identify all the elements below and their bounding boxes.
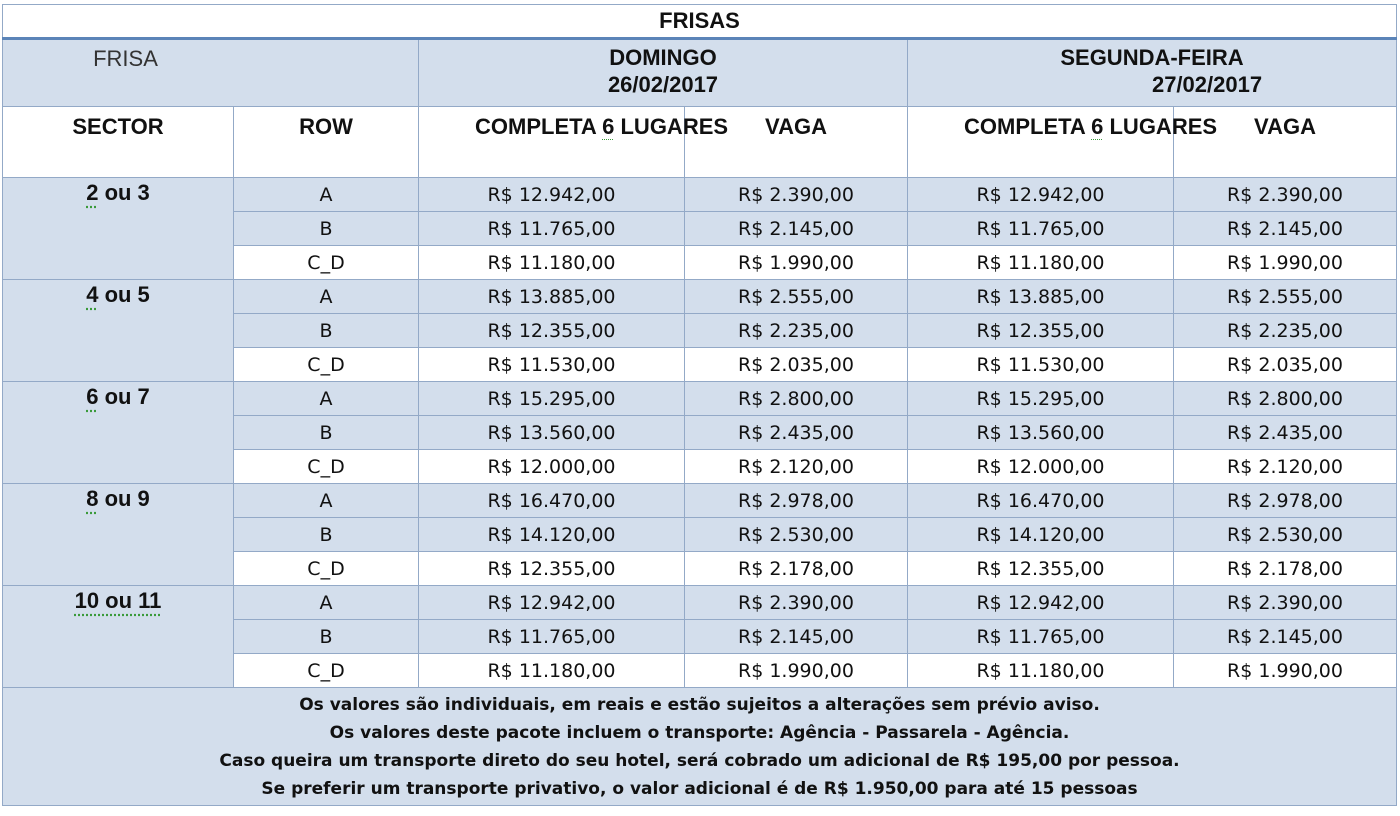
day2-completa-price: R$ 11.765,00 bbox=[908, 212, 1174, 246]
day2-completa-price: R$ 16.470,00 bbox=[908, 484, 1174, 518]
day2-completa-price: R$ 11.180,00 bbox=[908, 654, 1174, 688]
day2-completa-price: R$ 12.942,00 bbox=[908, 178, 1174, 212]
footer-note-line: Os valores deste pacote incluem o transporte: Agência - Passarela - Agência. bbox=[329, 723, 1070, 743]
sector-cell bbox=[3, 382, 234, 484]
lugares-number: 6 bbox=[602, 114, 615, 139]
day1-header bbox=[419, 39, 908, 107]
day2-completa-price: R$ 15.295,00 bbox=[908, 382, 1174, 416]
day1-vaga-price: R$ 1.990,00 bbox=[685, 246, 908, 280]
day1-vaga-price: R$ 2.390,00 bbox=[685, 586, 908, 620]
day2-completa-price: R$ 12.355,00 bbox=[908, 314, 1174, 348]
day2-vaga-price: R$ 2.390,00 bbox=[1174, 178, 1397, 212]
row-cell: B bbox=[234, 314, 419, 348]
sector-number: 8 bbox=[86, 486, 99, 511]
day2-vaga-price: R$ 2.145,00 bbox=[1174, 620, 1397, 654]
day2-completa-price: R$ 12.942,00 bbox=[908, 586, 1174, 620]
frisas-price-table bbox=[2, 4, 1397, 806]
day2-completa-price: R$ 11.765,00 bbox=[908, 620, 1174, 654]
table-row bbox=[3, 178, 1397, 212]
day1-completa-price: R$ 14.120,00 bbox=[419, 518, 685, 552]
day2-completa-price: R$ 12.355,00 bbox=[908, 552, 1174, 586]
day1-vaga-price: R$ 1.990,00 bbox=[685, 654, 908, 688]
row-cell: B bbox=[234, 212, 419, 246]
day1-completa-header bbox=[419, 107, 729, 178]
day2-completa-price: R$ 11.180,00 bbox=[908, 246, 1174, 280]
row-column-header: ROW bbox=[234, 107, 419, 178]
day1-vaga-price: R$ 2.145,00 bbox=[685, 212, 908, 246]
day1-completa-price: R$ 13.885,00 bbox=[419, 280, 685, 314]
day1-completa-price: R$ 16.470,00 bbox=[419, 484, 685, 518]
table-row bbox=[3, 280, 1397, 314]
row-cell: B bbox=[234, 620, 419, 654]
day1-vaga-price: R$ 2.978,00 bbox=[685, 484, 908, 518]
row-cell: C_D bbox=[234, 348, 419, 382]
sector-rest: ou 9 bbox=[98, 486, 150, 511]
day2-vaga-price: R$ 2.435,00 bbox=[1174, 416, 1397, 450]
lugares-label: LUGARES bbox=[614, 114, 729, 139]
footer-note-line: Se preferir um transporte privativo, o valor adicional é de R$ 1.950,00 para até 15 pessoas bbox=[261, 779, 1138, 799]
day2-vaga-price: R$ 2.555,00 bbox=[1174, 280, 1397, 314]
day2-completa-price: R$ 12.000,00 bbox=[908, 450, 1174, 484]
sector-rest: ou 3 bbox=[98, 180, 150, 205]
day1-completa-price: R$ 11.765,00 bbox=[419, 620, 685, 654]
day2-vaga-price: R$ 2.390,00 bbox=[1174, 586, 1397, 620]
day1-completa-price: R$ 11.180,00 bbox=[419, 654, 685, 688]
day2-vaga-price: R$ 2.800,00 bbox=[1174, 382, 1397, 416]
day1-date: 26/02/2017 bbox=[607, 72, 719, 97]
day2-vaga-price: R$ 2.235,00 bbox=[1174, 314, 1397, 348]
day1-completa-price: R$ 13.560,00 bbox=[419, 416, 685, 450]
day1-vaga-price: R$ 2.530,00 bbox=[685, 518, 908, 552]
lugares-label: LUGARES bbox=[1103, 114, 1218, 139]
day2-vaga-price: R$ 2.120,00 bbox=[1174, 450, 1397, 484]
day1-vaga-price: R$ 2.555,00 bbox=[685, 280, 908, 314]
day2-date: 27/02/2017 bbox=[1151, 72, 1263, 97]
day1-completa-price: R$ 12.942,00 bbox=[419, 178, 685, 212]
day1-completa-price: R$ 15.295,00 bbox=[419, 382, 685, 416]
day2-vaga-price: R$ 2.530,00 bbox=[1174, 518, 1397, 552]
row-cell: C_D bbox=[234, 654, 419, 688]
day1-completa-price: R$ 11.180,00 bbox=[419, 246, 685, 280]
table-row bbox=[3, 484, 1397, 518]
day2-vaga-price: R$ 2.178,00 bbox=[1174, 552, 1397, 586]
day1-completa-price: R$ 12.942,00 bbox=[419, 586, 685, 620]
sector-number: 6 bbox=[86, 384, 99, 409]
day1-completa-price: R$ 12.000,00 bbox=[419, 450, 685, 484]
row-cell: A bbox=[234, 178, 419, 212]
day1-vaga-price: R$ 2.035,00 bbox=[685, 348, 908, 382]
row-cell: A bbox=[234, 280, 419, 314]
footer-row bbox=[3, 688, 1397, 806]
footer-note-line: Os valores são individuais, em reais e estão sujeitos a alterações sem prévio aviso. bbox=[299, 695, 1100, 715]
day2-vaga-price: R$ 1.990,00 bbox=[1174, 654, 1397, 688]
row-cell: A bbox=[234, 382, 419, 416]
completa-label: COMPLETA bbox=[964, 114, 1085, 139]
table-title: FRISAS bbox=[3, 5, 1397, 39]
day2-vaga-price: R$ 2.035,00 bbox=[1174, 348, 1397, 382]
day1-completa-price: R$ 12.355,00 bbox=[419, 314, 685, 348]
row-cell: A bbox=[234, 484, 419, 518]
day1-vaga-header: VAGA bbox=[685, 107, 908, 178]
price-table-container bbox=[2, 4, 1396, 812]
completa-label: COMPLETA bbox=[475, 114, 596, 139]
day2-vaga-price: R$ 2.978,00 bbox=[1174, 484, 1397, 518]
row-cell: A bbox=[234, 586, 419, 620]
day2-completa-header bbox=[908, 107, 1218, 178]
sector-number: 10 ou 11 bbox=[74, 588, 162, 613]
day2-header bbox=[908, 39, 1397, 107]
sector-column-header: SECTOR bbox=[3, 107, 234, 178]
day1-vaga-price: R$ 2.178,00 bbox=[685, 552, 908, 586]
day2-completa-price: R$ 14.120,00 bbox=[908, 518, 1174, 552]
day1-vaga-price: R$ 2.435,00 bbox=[685, 416, 908, 450]
sector-number: 4 bbox=[86, 282, 99, 307]
sector-cell bbox=[3, 178, 234, 280]
row-cell: B bbox=[234, 518, 419, 552]
day2-vaga-header: VAGA bbox=[1174, 107, 1397, 178]
day1-vaga-price: R$ 2.800,00 bbox=[685, 382, 908, 416]
row-cell: C_D bbox=[234, 450, 419, 484]
row-cell: B bbox=[234, 416, 419, 450]
footer-notes bbox=[3, 688, 1397, 806]
day2-name: SEGUNDA-FEIRA bbox=[1060, 45, 1244, 70]
day1-completa-price: R$ 11.765,00 bbox=[419, 212, 685, 246]
day1-name: DOMINGO bbox=[609, 45, 717, 70]
day1-completa-price: R$ 11.530,00 bbox=[419, 348, 685, 382]
sector-cell bbox=[3, 484, 234, 586]
day1-vaga-price: R$ 2.235,00 bbox=[685, 314, 908, 348]
sector-rest: ou 7 bbox=[98, 384, 150, 409]
table-row bbox=[3, 382, 1397, 416]
frisa-header: FRISA bbox=[3, 39, 419, 107]
day2-completa-price: R$ 11.530,00 bbox=[908, 348, 1174, 382]
day2-vaga-price: R$ 1.990,00 bbox=[1174, 246, 1397, 280]
day2-completa-price: R$ 13.560,00 bbox=[908, 416, 1174, 450]
sector-number: 2 bbox=[86, 180, 99, 205]
day1-completa-price: R$ 12.355,00 bbox=[419, 552, 685, 586]
lugares-number: 6 bbox=[1091, 114, 1104, 139]
sector-rest: ou 5 bbox=[98, 282, 150, 307]
footer-note-line: Caso queira um transporte direto do seu hotel, será cobrado um adicional de R$ 195,00 por pessoa. bbox=[219, 751, 1180, 771]
table-row bbox=[3, 586, 1397, 620]
sector-cell bbox=[3, 280, 234, 382]
row-cell: C_D bbox=[234, 552, 419, 586]
day1-vaga-price: R$ 2.145,00 bbox=[685, 620, 908, 654]
day1-vaga-price: R$ 2.390,00 bbox=[685, 178, 908, 212]
day2-completa-price: R$ 13.885,00 bbox=[908, 280, 1174, 314]
day2-vaga-price: R$ 2.145,00 bbox=[1174, 212, 1397, 246]
row-cell: C_D bbox=[234, 246, 419, 280]
sector-cell bbox=[3, 586, 234, 688]
day1-vaga-price: R$ 2.120,00 bbox=[685, 450, 908, 484]
